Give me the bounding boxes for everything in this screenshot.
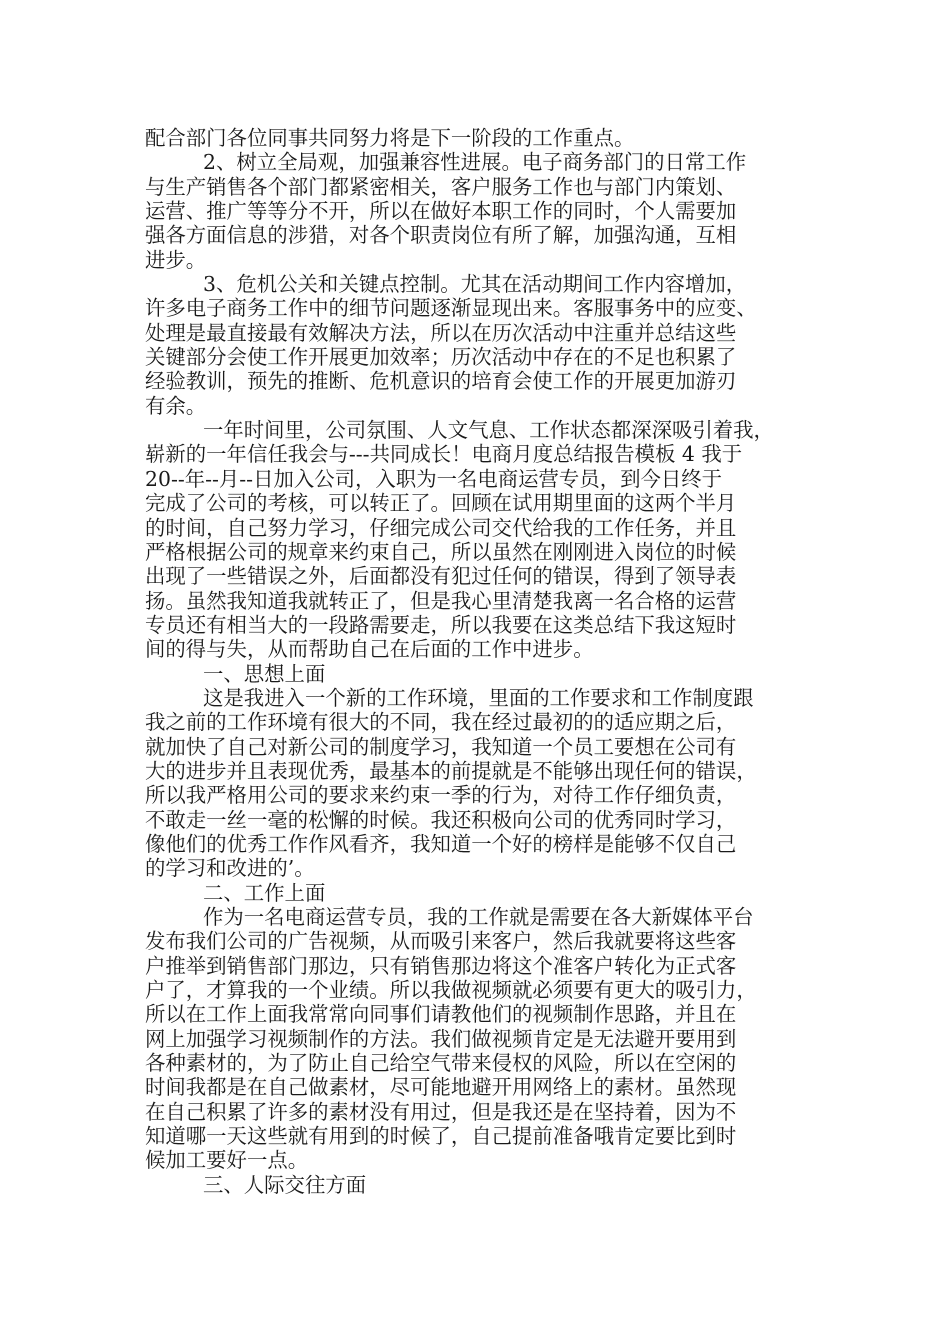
text-line: 处理是最直接最有效解决方法，所以在历次活动中注重并总结这些	[145, 320, 737, 345]
text-line: 所以我严格用公司的要求来约束一季的行为，对待工作仔细负责，	[145, 783, 737, 808]
section-heading: 二、工作上面	[203, 880, 326, 905]
text-line: 与生产销售各个部门都紧密相关，客户服务工作也与部门内策划、	[145, 174, 737, 199]
text-line: 进步。	[145, 247, 207, 272]
document-body	[145, 126, 815, 1197]
text-line: 运营、推广等等分不开，所以在做好本职工作的同时，个人需要加	[145, 199, 737, 224]
text-line: 完成了公司的考核，可以转正了。回顾在试用期里面的这两个半月	[145, 491, 737, 516]
text-line: 崭新的一年信任我会与---共同成长！电商月度总结报告模板 4 我于	[145, 442, 743, 467]
text-line: 像他们的优秀工作作风看齐，我知道一个好的榜样是能够不仅自己	[145, 831, 737, 856]
text-line: 发布我们公司的广告视频，从而吸引来客户，然后我就要将这些客	[145, 929, 737, 954]
text-line: 户推举到销售部门那边，只有销售那边将这个准客户转化为正式客	[145, 953, 737, 978]
text-line: 20--年--月--日加入公司，入职为一名电商运营专员，到今日终于	[145, 466, 723, 491]
paragraph-start-line: 作为一名电商运营专员，我的工作就是需要在各大新媒体平台	[203, 905, 754, 929]
text-line: 经验教训，预先的推断、危机意识的培育会使工作的开展更加游刃	[145, 369, 737, 394]
text-line: 不敢走一丝一毫的松懈的时候。我还积极向公司的优秀同时学习，	[145, 807, 737, 832]
text-line: 关键部分会使工作开展更加效率；历次活动中存在的不足也积累了	[145, 345, 737, 370]
text-line: 强各方面信息的涉猎，对各个职责岗位有所了解，加强沟通，互相	[145, 223, 737, 248]
text-line: 许多电子商务工作中的细节问题逐渐显现出来。客服事务中的应变、	[145, 296, 757, 321]
text-line: 各种素材的，为了防止自己给空气带来侵权的风险，所以在空闲的	[145, 1051, 737, 1076]
text-line: 大的进步并且表现优秀，最基本的前提就是不能够出现任何的错误，	[145, 758, 757, 783]
paragraph-start-line: 2、树立全局观，加强兼容性进展。电子商务部门的日常工作	[203, 150, 747, 175]
text-line: 所以在工作上面我常常向同事们请教他们的视频制作思路，并且在	[145, 1002, 737, 1027]
section-heading: 三、人际交往方面	[203, 1172, 367, 1197]
text-line: 专员还有相当大的一段路需要走，所以我要在这类总结下我这短时	[145, 612, 737, 637]
text-line: 扬。虽然我知道我就转正了，但是我心里清楚我离一名合格的运营	[145, 588, 737, 613]
paragraph-start-line: 一年时间里，公司氛围、人文气息、工作状态都深深吸引着我，	[203, 418, 774, 443]
text-line: 间的得与失，从而帮助自己在后面的工作中进步。	[145, 637, 594, 662]
text-line: 有余。	[145, 393, 207, 418]
text-line: 出现了一些错误之外，后面都没有犯过任何的错误，得到了领导表	[145, 564, 737, 589]
text-line: 知道哪一天这些就有用到的时候了，自己提前准备哦肯定要比到时	[145, 1124, 737, 1149]
text-line: 的时间，自己努力学习，仔细完成公司交代给我的工作任务，并且	[145, 515, 737, 540]
text-line: 时间我都是在自己做素材，尽可能地避开用网络上的素材。虽然现	[145, 1075, 737, 1100]
text-line: 严格根据公司的规章来约束自己，所以虽然在刚刚进入岗位的时候	[145, 539, 737, 564]
text-line: 户了，才算我的一个业绩。所以我做视频就必须要有更大的吸引力，	[145, 978, 757, 1003]
section-heading: 一、思想上面	[203, 661, 326, 686]
text-line: 配合部门各位同事共同努力将是下一阶段的工作重点。	[145, 126, 635, 150]
text-line: 在自己积累了许多的素材没有用过，但是我还是在坚持着，因为不	[145, 1099, 737, 1124]
text-line: 我之前的工作环境有很大的不同，我在经过最初的的适应期之后，	[145, 710, 737, 735]
text-line: 网上加强学习视频制作的方法。我们做视频肯定是无法避开要用到	[145, 1026, 737, 1051]
paragraph-start-line: 这是我进入一个新的工作环境，里面的工作要求和工作制度跟	[203, 685, 754, 710]
text-line: 的学习和改进的’。	[145, 856, 315, 881]
text-line: 就加快了自己对新公司的制度学习，我知道一个员工要想在公司有	[145, 734, 737, 759]
paragraph-start-line: 3、危机公关和关键点控制。尤其在活动期间工作内容增加，	[203, 272, 747, 297]
text-line: 候加工要好一点。	[145, 1148, 309, 1173]
